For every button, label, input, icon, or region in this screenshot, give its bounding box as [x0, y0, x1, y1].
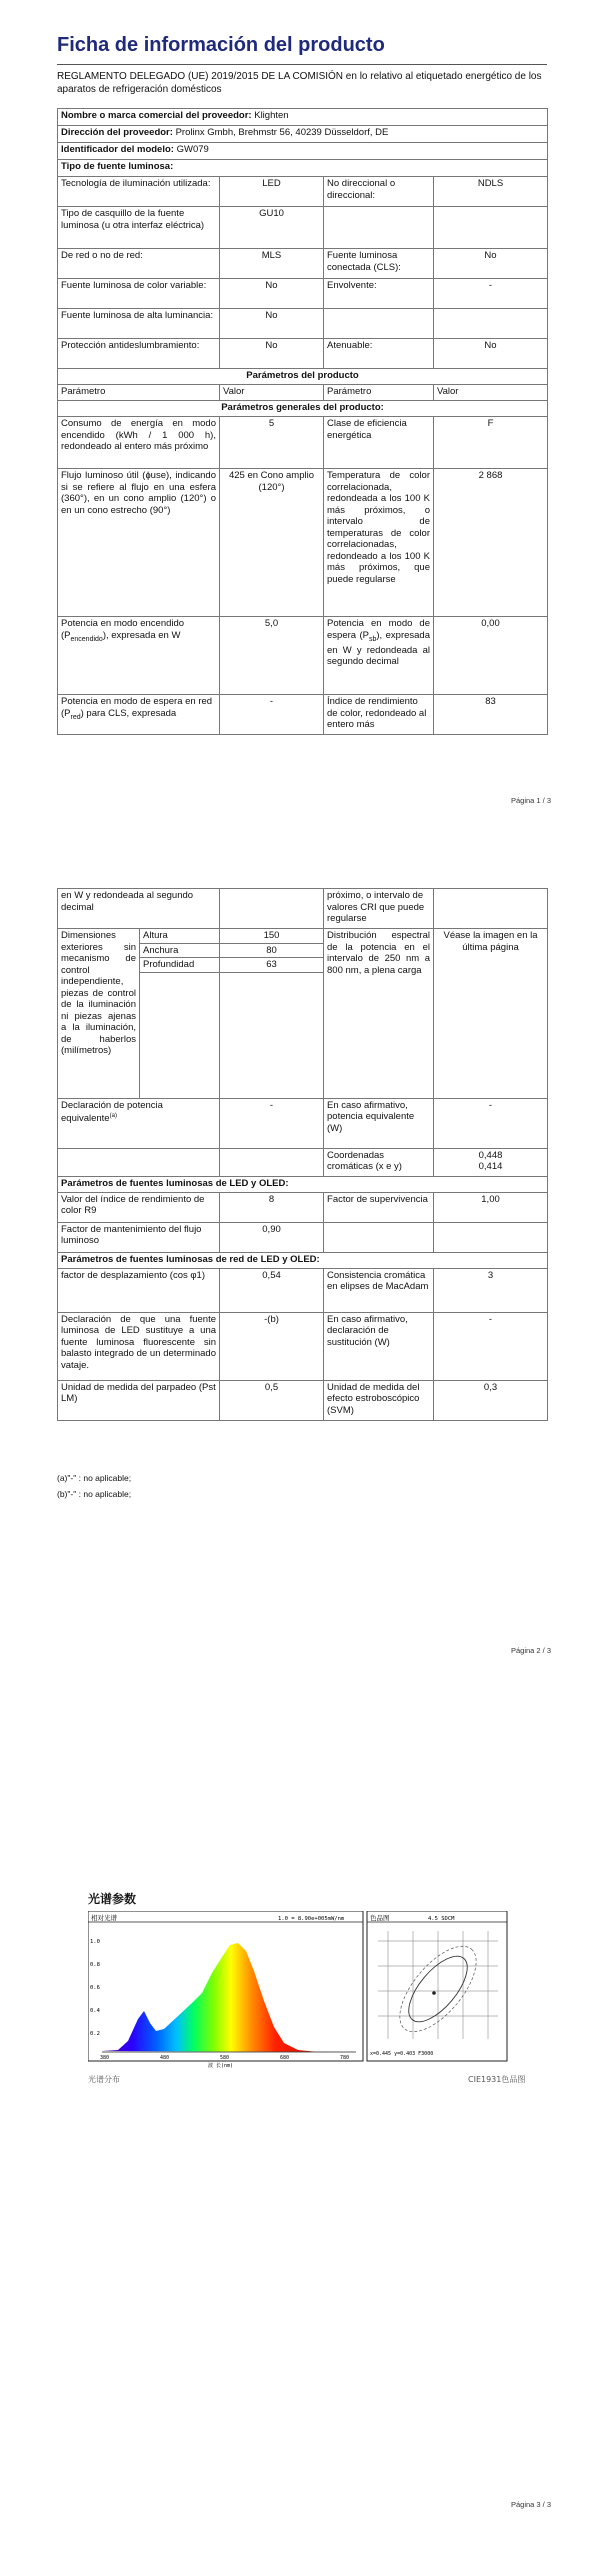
y-tick: 1.0 — [90, 1939, 100, 1945]
standby-power-label: Potencia en modo de espera $(P_{sb})$, expresada en W y redondeada al segundo decimal — [324, 617, 434, 695]
caption-cie: CIE1931色品图 — [468, 2075, 526, 2084]
table-row: en W y redondeada al segundo decimal próximo, o intervalo de valores CRI que puede regularse — [58, 889, 548, 929]
table-row: Declaración de potencia equivalente$^{(a)}$ - En caso afirmativo, potencia equivalente (W) - — [58, 1098, 548, 1148]
product-info-table-continued: en W y redondeada al segundo decimal próximo, o intervalo de valores CRI que puede regularse Dimensiones exteriores sin mecanismo de control independiente, piezas de control de la iluminación ni piezas ajenas a la iluminación, de haberlos (milímetros) Altura 150 Distribución espectral de la potencia en el intervalo de 250 nm a 800 nm, a plena carga Véase la imagen en la última página Anchura 80 Profundidad 63 Declaración de potencia equivalente$^{(a)}$ - En caso afirmativo, potencia equivalente (W) - Coordenadas cromáticas (x e y) 0,448 0,414 Parámetros de fuentes luminosas de LED y OLED: Valor del índice de rendimiento de color R9 8 Factor de supervivencia 1,00 Factor de mantenimiento del flujo luminoso 0,90 Parámetros de fuentes luminosas de red de LED y OLED: factor de desplazamiento (cos φ1) 0,54 Consistencia cromática en elipses de MacAdam 3 Declaración de que una fuente luminosa de LED sustituye a una fuente luminosa fluorescente sin balasto integrado de un determinado vataje. -(b) En caso afirmativo, declaración de sustitución (W) - Unidad de medida del parpadeo (Pst LM) 0,5 Unidad de medida del efecto estroboscópico (SVM) 0,3 — [57, 888, 548, 1421]
table-row: Unidad de medida del parpadeo (Pst LM) 0,5 Unidad de medida del efecto estroboscópico (SVM) 0,3 — [58, 1380, 548, 1420]
network-standby-label: Potencia en modo de espera en red $(P_{red})$ para CLS, expresada — [58, 695, 220, 735]
address-row: Dirección del proveedor: Prolinx Gmbh, Brehmstr 56, 40239 Düsseldorf, DE — [58, 126, 548, 143]
footnote-a: (a)"-" : no aplicable; — [57, 1473, 132, 1483]
y-tick: 0.2 — [90, 2031, 100, 2037]
table-row: Valor del índice de rendimiento de color R9 8 Factor de supervivencia 1,00 — [58, 1192, 548, 1222]
page-number: Página 3 / 3 — [510, 2500, 551, 2509]
page-number: Página 1 / 3 — [510, 796, 551, 805]
table-row: Potencia en modo encendido $(P_{encendido})$, expresada en W 5,0 Potencia en modo de espera $(P_{sb})$, expresada en W y redondeada al segundo decimal 0,00 — [58, 617, 548, 695]
y-tick: 0.4 — [90, 2008, 100, 2014]
page-2 — [0, 850, 601, 1720]
x-tick: 380 — [100, 2055, 110, 2061]
table-row: Flujo luminoso útil (ɸuse), indicando si se refiere al flujo en una esfera (360°), en un cono amplio (120°) o en un cono estrecho (90°) 425 en Cono amplio (120°) Temperatura de color correlacionada, redondeada a los 100 K más próximos, o intervalo de temperaturas de color correlacionadas, redondeado a los 100 K más próximos, que puede regularse 2 868 — [58, 469, 548, 617]
model-row: Identificador del modelo: GW079 — [58, 143, 548, 160]
table-row: Tipo de casquillo de la fuente luminosa (u otra interfaz eléctrica) GU10 — [58, 207, 548, 249]
brand-row: Nombre o marca comercial del proveedor: Klighten — [58, 109, 548, 126]
x-tick: 680 — [280, 2055, 290, 2061]
dimensions-label: Dimensiones exteriores sin mecanismo de control independiente, piezas de control de la iluminación ni piezas ajenas a la iluminación, de haberlos (milímetros) — [58, 929, 140, 1099]
table-row: factor de desplazamiento (cos φ1) 0,54 Consistencia cromática en elipses de MacAdam 3 — [58, 1268, 548, 1312]
spectrum-figure — [88, 1911, 518, 2071]
table-row: Coordenadas cromáticas (x e y) 0,448 0,414 — [58, 1148, 548, 1176]
spectrum-section-title: 光谱参数 — [88, 1892, 137, 1906]
table-row: Potencia en modo de espera en red $(P_{red})$ para CLS, expresada - Índice de rendimiento de color, redondeado al entero más 83 — [58, 695, 548, 735]
y-tick: 0.6 — [90, 1985, 100, 1991]
page-1 — [0, 0, 601, 820]
table-row: Factor de mantenimiento del flujo luminoso 0,90 — [58, 1222, 548, 1252]
dimensions-row: Dimensiones exteriores sin mecanismo de control independiente, piezas de control de la iluminación ni piezas ajenas a la iluminación, de haberlos (milímetros) Altura 150 Distribución espectral de la potencia en el intervalo de 250 nm a 800 nm, a plena carga Véase la imagen en la última página — [58, 929, 548, 944]
footnote-b: (b)"-" : no aplicable; — [57, 1489, 132, 1499]
regulation-text: REGLAMENTO DELEGADO (UE) 2019/2015 DE LA COMISIÓN en lo relativo al etiquetado energético de los aparatos de refrigeración domésticos — [57, 71, 542, 95]
table-row: Tecnología de iluminación utilizada: LED No direccional o direccional: NDLS — [58, 177, 548, 207]
caption-spectrum: 光谱分布 — [88, 2075, 120, 2084]
column-header-row: Parámetro Valor Parámetro Valor — [58, 385, 548, 401]
table-row: Declaración de que una fuente luminosa de LED sustituye a una fuente luminosa fluorescente sin balasto integrado de un determinado vataje. -(b) En caso afirmativo, declaración de sustitución (W) - — [58, 1312, 548, 1380]
table-row: De red o no de red: MLS Fuente luminosa conectada (CLS): No — [58, 249, 548, 279]
general-params-header: Parámetros generales del producto: — [58, 401, 548, 417]
chromaticity-point — [432, 1991, 436, 1995]
light-source-type-header: Tipo de fuente luminosa: — [58, 160, 548, 177]
table-row: Fuente luminosa de alta luminancia: No — [58, 309, 548, 339]
page-number: Página 2 / 3 — [510, 1646, 551, 1655]
mains-params-header: Parámetros de fuentes luminosas de red de LED y OLED: — [58, 1252, 548, 1268]
on-mode-power-label: Potencia en modo encendido $(P_{encendido})$, expresada en W — [58, 617, 220, 695]
x-tick: 480 — [160, 2055, 170, 2061]
document-title: Ficha de información del producto — [57, 34, 385, 56]
table-row: Fuente luminosa de color variable: No Envolvente: - — [58, 279, 548, 309]
cie-header-right: 4.5 SDCM — [428, 1916, 455, 1922]
spectrum-header-left: 相对光谱 — [91, 1914, 117, 1922]
cie-header-left: 色品图 — [370, 1914, 390, 1922]
spectrum-header-right: 1.0 = 8.90e+005mW/nm — [278, 1916, 345, 1922]
title-divider — [57, 64, 547, 65]
table-row: Protección antideslumbramiento: No Atenuable: No — [58, 339, 548, 369]
led-params-header: Parámetros de fuentes luminosas de LED y OLED: — [58, 1176, 548, 1192]
table-row: Consumo de energía en modo encendido (kWh / 1 000 h), redondeado al entero más próximo 5 Clase de eficiencia energética F — [58, 417, 548, 469]
x-tick: 780 — [340, 2055, 350, 2061]
x-axis-label: 波 长(nm) — [208, 2063, 234, 2069]
equivalent-power-label: Declaración de potencia equivalente$^{(a)}$ — [58, 1098, 220, 1148]
cie-footer: x=0.445 y=0.403 F3000 — [370, 2051, 434, 2057]
x-tick: 580 — [220, 2055, 230, 2061]
page-3 — [0, 1890, 601, 2560]
y-tick: 0.8 — [90, 1962, 100, 1968]
product-info-table — [57, 108, 548, 735]
product-params-header: Parámetros del producto — [58, 369, 548, 385]
